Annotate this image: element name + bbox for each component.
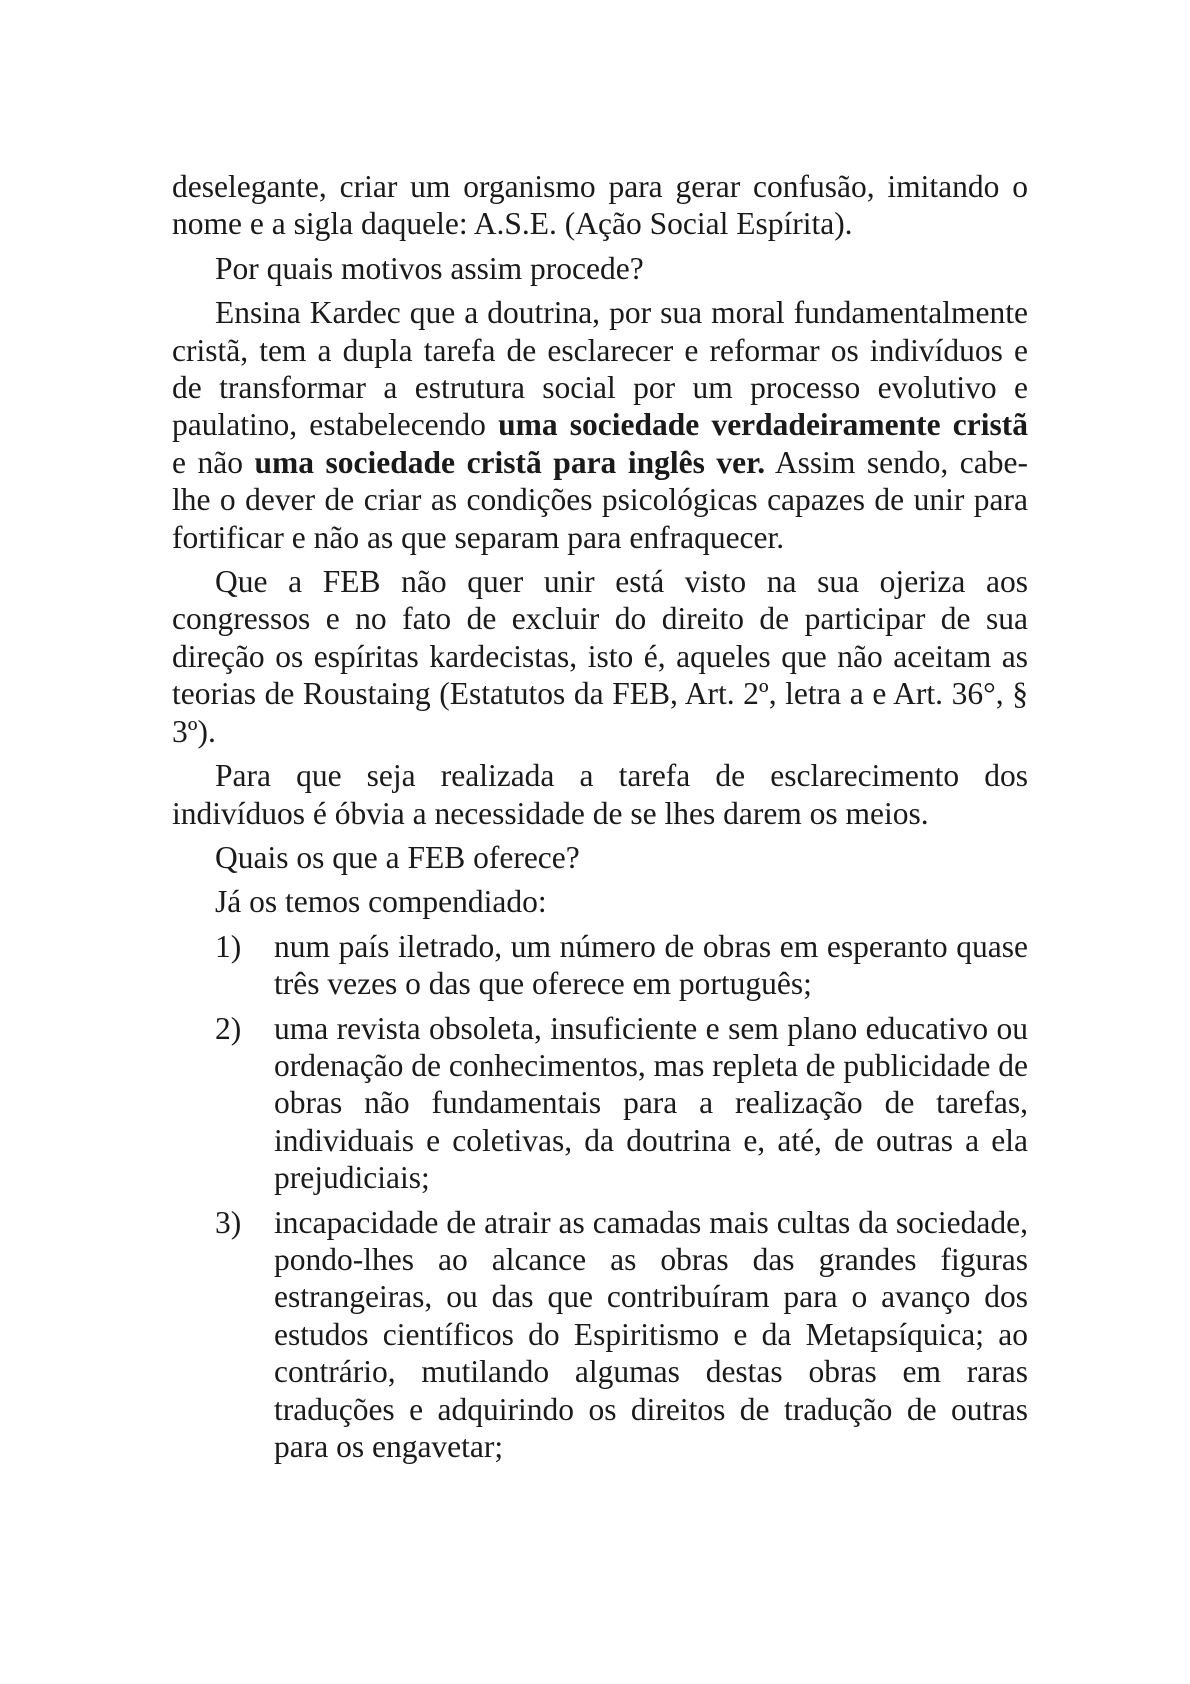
paragraph-kardec-text-2: e não xyxy=(172,444,255,480)
list-item-number: 2) xyxy=(215,1010,242,1046)
list-item-text: uma revista obsoleta, insuficiente e sem plano educativo ou ordenação de conhecimentos, mas repleta de publicidade de obras não fundamentais para a realização de tarefas, individuais e coletivas, da doutrina e, até, de outras a ela prejudiciais; xyxy=(274,1010,1028,1196)
page-body xyxy=(172,168,1028,1472)
paragraph-kardec-text-1: Ensina Kardec que a doutrina, por sua moral fundamentalmente cristã, tem a dupla tarefa de esclarecer e reformar os indivíduos e de transformar a estrutura social por um processo evolutivo e paulatino, estabelecendo xyxy=(172,295,1028,443)
list-item xyxy=(172,928,1028,1003)
bold-phrase-2: uma sociedade cristã para inglês ver. xyxy=(254,444,766,480)
paragraph-question-2: Quais os que a FEB oferece? xyxy=(215,839,580,875)
numbered-list xyxy=(172,928,1028,1466)
paragraph-question: Por quais motivos assim procede? xyxy=(215,250,644,286)
list-item-number: 1) xyxy=(215,928,242,964)
list-item-number: 3) xyxy=(215,1204,242,1240)
paragraph-feb-unity: Que a FEB não quer unir está visto na sua ojeriza aos congressos e no fato de excluir do direito de participar de sua direção os espíritas kardecistas, isto é, aqueles que não aceitam as teorias de Roustaing (Estatutos da FEB, Art. 2º, letra a e Art. 36°, § 3º). xyxy=(172,564,1028,749)
paragraph-continuation: deselegante, criar um organismo para gerar confusão, imitando o nome e a sigla daquele: A.S.E. (Ação Social Espírita). xyxy=(172,169,1028,242)
list-item-text: num país iletrado, um número de obras em esperanto quase três vezes o das que oferece em português; xyxy=(274,928,1028,1002)
paragraph-kardec xyxy=(172,294,1028,556)
list-item xyxy=(172,1010,1028,1197)
list-item xyxy=(172,1204,1028,1466)
bold-phrase-1: uma sociedade verdadeiramente cristã xyxy=(498,407,1028,443)
paragraph-compendium: Já os temos compendiado: xyxy=(215,884,547,920)
list-item-text: incapacidade de atrair as camadas mais cultas da sociedade, pondo-lhes ao alcance as obras das grandes figuras estrangeiras, ou das que contribuíram para o avanço dos estudos científicos do Espiritismo e da Metapsíquica; ao contrário, mutilando algumas destas obras em raras traduções e adquirindo os direitos de tradução de outras para os engavetar; xyxy=(274,1204,1028,1464)
paragraph-kardec-text-3: Assim sendo, cabe-lhe o dever de criar as condições psicológicas capazes de unir para fortificar e não as que separam para enfraquecer. xyxy=(172,444,1028,555)
paragraph-clarification: Para que seja realizada a tarefa de esclarecimento dos indivíduos é óbvia a necessidade de se lhes darem os meios. xyxy=(172,758,1028,831)
